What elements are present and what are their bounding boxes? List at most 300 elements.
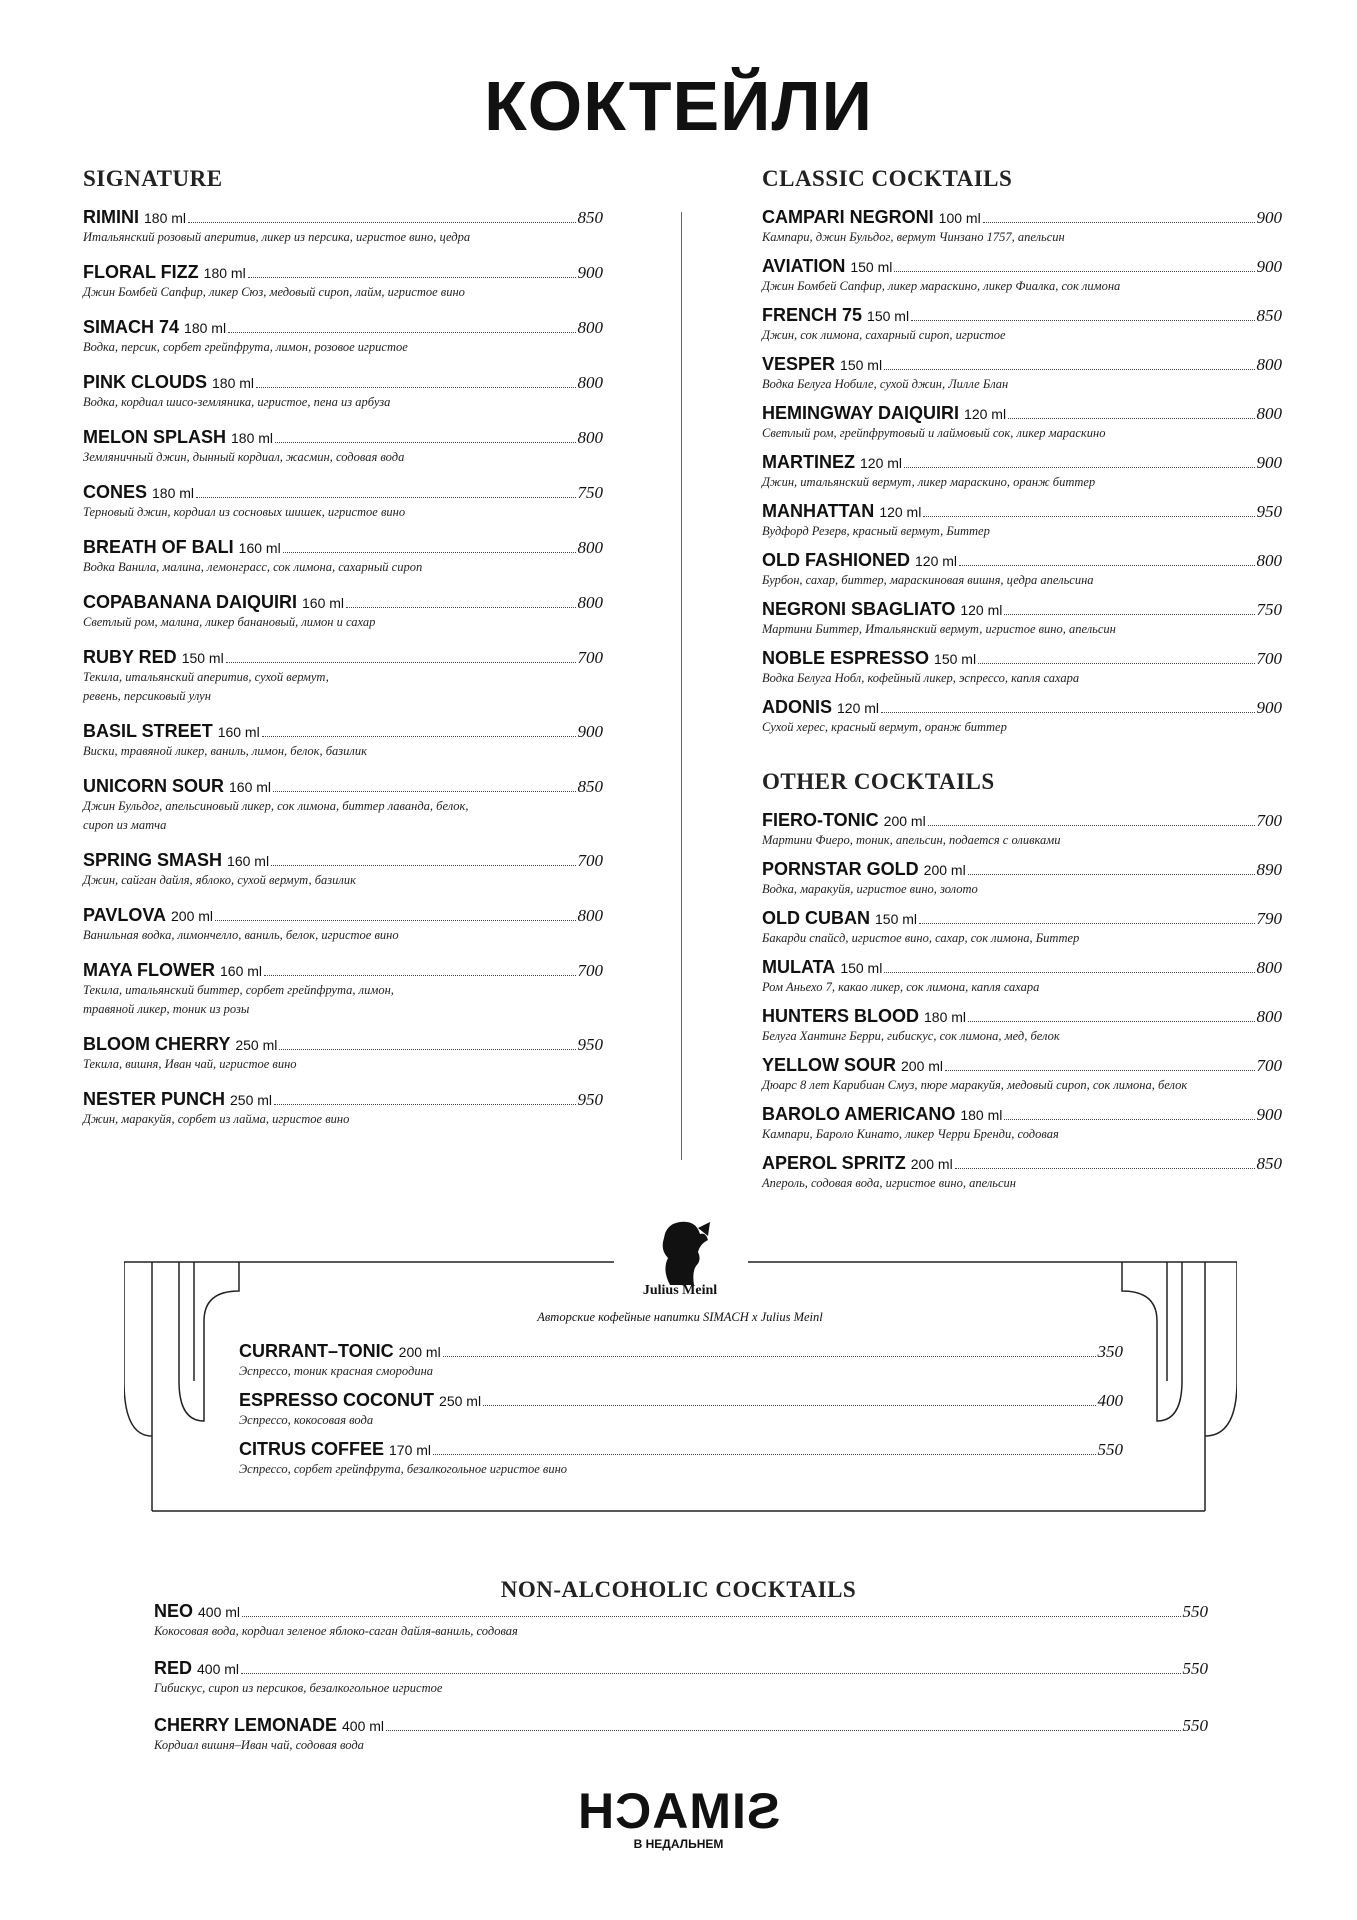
dot-leader (283, 551, 576, 553)
dot-leader (978, 662, 1254, 664)
dot-leader (911, 319, 1254, 321)
dot-leader (881, 711, 1254, 713)
dot-leader (248, 276, 576, 278)
menu-item (83, 1033, 603, 1074)
menu-item-description: Гибискус, сироп из персиков, безалкогольное игристое (154, 1681, 443, 1695)
menu-item-line (762, 956, 1282, 978)
menu-item-line (154, 1600, 1208, 1622)
menu-item (762, 858, 1282, 899)
menu-item-description: Дюарс 8 лет Карибиан Смуз, пюре маракуйя, медовый сироп, сок лимона, белок (762, 1078, 1188, 1092)
menu-item (239, 1389, 1123, 1430)
menu-item-price: 550 (1097, 1440, 1123, 1459)
menu-item-price: 900 (577, 722, 603, 741)
menu-item-description: Водка Белуга Нобл, кофейный ликер, эспрессо, капля сахара (762, 671, 1080, 685)
menu-item-name: MULATA (762, 957, 836, 977)
menu-item-volume: 100 ml (938, 210, 981, 226)
menu-item (83, 371, 603, 412)
menu-item-volume: 400 ml (197, 1661, 240, 1677)
menu-item (239, 1438, 1123, 1479)
menu-item-line (762, 1054, 1282, 1076)
menu-item-price: 700 (577, 961, 603, 980)
menu-item-name: BASIL STREET (83, 721, 213, 741)
menu-item (83, 1088, 603, 1129)
menu-item-price: 890 (1256, 860, 1282, 879)
menu-item-line (83, 316, 603, 338)
menu-item-line (762, 696, 1282, 718)
menu-item-description-line2: сироп из матча (83, 818, 167, 832)
menu-item-price: 900 (1256, 257, 1282, 276)
menu-item-price: 950 (1256, 502, 1282, 521)
dot-leader (1004, 1118, 1254, 1120)
menu-item-line (239, 1340, 1123, 1362)
menu-item-description: Кокосовая вода, кордиал зеленое яблоко-саган дайля-ваниль, содовая (154, 1624, 518, 1638)
menu-item-price: 800 (1256, 958, 1282, 977)
menu-item-volume: 400 ml (342, 1718, 385, 1734)
dot-leader (968, 1020, 1254, 1022)
menu-item-name: ESPRESSO COCONUT (239, 1390, 435, 1410)
menu-item-name: NOBLE ESPRESSO (762, 648, 930, 668)
menu-item-volume: 200 ml (171, 908, 214, 924)
menu-item-description: Кампари, Бароло Кинато, ликер Черри Бренди, содовая (762, 1127, 1059, 1141)
menu-item-name: VESPER (762, 354, 836, 374)
dot-leader (923, 515, 1254, 517)
menu-item-price: 700 (1256, 649, 1282, 668)
menu-item-description: Терновый джин, кордиал из сосновых шишек, игристое вино (83, 505, 406, 519)
menu-item-description: Водка Белуга Нобиле, сухой джин, Лилле Блан (762, 377, 1009, 391)
menu-item-volume: 180 ml (212, 375, 255, 391)
menu-item-description: Эспрессо, кокосовая вода (239, 1413, 374, 1427)
column-divider (681, 212, 682, 1160)
signature-list (83, 206, 603, 1129)
menu-item-price: 800 (1256, 404, 1282, 423)
menu-item-description: Водка, кордиал шисо-земляника, игристое, пена из арбуза (83, 395, 391, 409)
menu-item-name: COPABANANA DAIQUIRI (83, 592, 297, 612)
menu-item-price: 790 (1256, 909, 1282, 928)
dot-leader (884, 368, 1254, 370)
menu-item-line (83, 206, 603, 228)
menu-item-line (154, 1657, 1208, 1679)
menu-item-price: 750 (1256, 600, 1282, 619)
dot-leader (884, 971, 1254, 973)
menu-item-description: Кордиал вишня–Иван чай, содовая вода (154, 1738, 364, 1752)
menu-item (154, 1657, 1208, 1698)
menu-item-price: 550 (1182, 1602, 1208, 1621)
simach-logo-text: SIMACH (576, 1783, 781, 1839)
menu-item-volume: 180 ml (144, 210, 187, 226)
dot-leader (279, 1048, 575, 1050)
menu-item-price: 700 (1256, 1056, 1282, 1075)
menu-item-name: BLOOM CHERRY (83, 1034, 231, 1054)
julius-meinl-boy-icon (640, 1210, 720, 1290)
menu-item (762, 647, 1282, 688)
menu-item-volume: 180 ml (960, 1107, 1003, 1123)
menu-item-price: 900 (1256, 698, 1282, 717)
menu-item-price: 900 (1256, 208, 1282, 227)
menu-item-name: NEO (154, 1601, 194, 1621)
menu-item-line (762, 451, 1282, 473)
menu-item-line (762, 647, 1282, 669)
menu-item-name: UNICORN SOUR (83, 776, 225, 796)
menu-item-description: Белуга Хантинг Берри, гибискус, сок лимона, мед, белок (762, 1029, 1060, 1043)
menu-item-description: Земляничный джин, дынный кордиал, жасмин, содовая вода (83, 450, 405, 464)
menu-item-volume: 250 ml (439, 1393, 482, 1409)
menu-item-price: 800 (577, 373, 603, 392)
menu-item-description: Джин Бомбей Сапфир, ликер Сюз, медовый сироп, лайм, игристое вино (83, 285, 465, 299)
menu-item-description: Джин, итальянский вермут, ликер мараскино, оранж биттер (762, 475, 1096, 489)
menu-item (83, 646, 603, 706)
menu-item-price: 800 (577, 906, 603, 925)
menu-item-line (83, 1088, 603, 1110)
menu-item (762, 1152, 1282, 1193)
menu-item (762, 206, 1282, 247)
dot-leader (271, 864, 575, 866)
coffee-list (239, 1340, 1123, 1487)
dot-leader (274, 1103, 575, 1105)
dot-leader (196, 496, 575, 498)
menu-item-description-line2: ревень, персиковый улун (83, 689, 211, 703)
menu-item (762, 956, 1282, 997)
menu-item-volume: 150 ml (181, 650, 224, 666)
menu-item-volume: 160 ml (302, 595, 345, 611)
coffee-subtitle: Авторские кофейные напитки SIMACH x Julius Meinl (537, 1310, 823, 1324)
dot-leader (433, 1453, 1095, 1455)
menu-item (762, 1005, 1282, 1046)
dot-leader (228, 331, 575, 333)
menu-item-volume: 160 ml (229, 779, 272, 795)
menu-item-volume: 150 ml (934, 651, 977, 667)
dot-leader (483, 1404, 1095, 1406)
menu-item-volume: 120 ml (879, 504, 922, 520)
dot-leader (346, 606, 575, 608)
menu-item-volume: 170 ml (389, 1442, 432, 1458)
menu-item-name: FIERO-TONIC (762, 810, 879, 830)
menu-item-name: BREATH OF BALI (83, 537, 234, 557)
menu-item-line (83, 481, 603, 503)
menu-item-description: Виски, травяной ликер, ваниль, лимон, белок, базилик (83, 744, 367, 758)
menu-item-name: MAYA FLOWER (83, 960, 216, 980)
menu-item-description: Эспрессо, тоник красная смородина (239, 1364, 434, 1378)
menu-item-price: 950 (577, 1035, 603, 1054)
dot-leader (955, 1167, 1255, 1169)
menu-item-name: MARTINEZ (762, 452, 855, 472)
menu-item (83, 959, 603, 1019)
menu-item (83, 904, 603, 945)
menu-item-name: OLD CUBAN (762, 908, 870, 928)
menu-item-description: Мартини Фиеро, тоник, апельсин, подается с оливками (762, 833, 1061, 847)
menu-item (83, 536, 603, 577)
menu-item-name: BAROLO AMERICANO (762, 1104, 956, 1124)
menu-item (83, 206, 603, 247)
menu-item-description: Джин, маракуйя, сорбет из лайма, игристое вино (83, 1112, 350, 1126)
menu-item-description: Джин, сайган дайля, яблоко, сухой вермут, базилик (83, 873, 356, 887)
menu-item-name: OLD FASHIONED (762, 550, 911, 570)
menu-item (762, 1054, 1282, 1095)
menu-item-price: 350 (1097, 1342, 1123, 1361)
menu-item-volume: 120 ml (837, 700, 880, 716)
page-title: КОКТЕЙЛИ (484, 67, 873, 145)
menu-item-description: Текила, итальянский аперитив, сухой вермут, (83, 670, 329, 684)
coffee-brand-name: Julius Meinl (642, 1283, 718, 1298)
menu-item-line (83, 720, 603, 742)
footer-logo (0, 1783, 1357, 1839)
menu-item-description: Эспрессо, сорбет грейпфрута, безалкогольное игристое вино (239, 1462, 568, 1476)
section-title-signature: SIGNATURE (83, 166, 223, 191)
dot-leader (188, 221, 575, 223)
menu-item-price: 850 (577, 208, 603, 227)
menu-item-price: 850 (1256, 306, 1282, 325)
menu-item-name: CAMPARI NEGRONI (762, 207, 934, 227)
classic-list (762, 206, 1282, 737)
dot-leader (241, 1672, 1180, 1674)
menu-item-line (762, 255, 1282, 277)
menu-item (83, 775, 603, 835)
menu-item-name: HEMINGWAY DAIQUIRI (762, 403, 960, 423)
menu-item-line (239, 1389, 1123, 1411)
menu-item-price: 700 (577, 648, 603, 667)
menu-item-line (83, 959, 603, 981)
other-list (762, 809, 1282, 1193)
dot-leader (1004, 613, 1254, 615)
menu-item-description: Кампари, джин Бульдог, вермут Чинзано 1757, апельсин (762, 230, 1065, 244)
menu-item-price: 800 (1256, 551, 1282, 570)
menu-item-name: RUBY RED (83, 647, 177, 667)
menu-item (762, 1103, 1282, 1144)
dot-leader (262, 735, 576, 737)
menu-item-volume: 160 ml (220, 963, 263, 979)
menu-item-volume: 160 ml (238, 540, 281, 556)
menu-item-volume: 250 ml (230, 1092, 273, 1108)
menu-item-price: 800 (577, 428, 603, 447)
menu-item-name: HUNTERS BLOOD (762, 1006, 919, 1026)
julius-meinl-logo (640, 1210, 720, 1290)
menu-item-name: CONES (83, 482, 148, 502)
menu-item-name: RIMINI (83, 207, 139, 227)
dot-leader (242, 1615, 1180, 1617)
menu-item-line (762, 500, 1282, 522)
menu-item (239, 1340, 1123, 1381)
menu-item-name: PORNSTAR GOLD (762, 859, 919, 879)
menu-item-price: 850 (577, 777, 603, 796)
menu-item-volume: 120 ml (960, 602, 1003, 618)
menu-item-name: CHERRY LEMONADE (154, 1715, 338, 1735)
section-title-classic: CLASSIC COCKTAILS (762, 166, 1013, 191)
menu-item (83, 481, 603, 522)
dot-leader (968, 873, 1255, 875)
dot-leader (264, 974, 575, 976)
menu-item-price: 900 (1256, 453, 1282, 472)
menu-item-line (154, 1714, 1208, 1736)
dot-leader (894, 270, 1254, 272)
menu-item-price: 400 (1097, 1391, 1123, 1410)
menu-item-volume: 180 ml (924, 1009, 967, 1025)
menu-item-description: Сухой херес, красный вермут, оранж биттер (762, 720, 1007, 734)
dot-leader (275, 441, 575, 443)
menu-item-price: 550 (1182, 1659, 1208, 1678)
menu-item (83, 261, 603, 302)
menu-item-volume: 200 ml (901, 1058, 944, 1074)
menu-item-line (762, 809, 1282, 831)
menu-item-name: SPRING SMASH (83, 850, 223, 870)
menu-item-line (762, 206, 1282, 228)
menu-item-line (83, 591, 603, 613)
menu-item-line (83, 371, 603, 393)
menu-item-price: 950 (577, 1090, 603, 1109)
menu-item-line (83, 849, 603, 871)
menu-item (762, 598, 1282, 639)
menu-item (83, 426, 603, 467)
menu-item-line (762, 598, 1282, 620)
menu-item-line (83, 261, 603, 283)
menu-item-volume: 250 ml (235, 1037, 278, 1053)
menu-item-price: 750 (577, 483, 603, 502)
menu-item-volume: 180 ml (203, 265, 246, 281)
menu-item-volume: 200 ml (923, 862, 966, 878)
dot-leader (983, 221, 1255, 223)
menu-item-line (83, 775, 603, 797)
menu-item-name: NESTER PUNCH (83, 1089, 226, 1109)
menu-item (762, 907, 1282, 948)
menu-item (762, 402, 1282, 443)
menu-item-description: Итальянский розовый аперитив, ликер из персика, игристое вино, цедра (83, 230, 471, 244)
menu-item (762, 549, 1282, 590)
menu-item-volume: 160 ml (227, 853, 270, 869)
menu-item-line (762, 1103, 1282, 1125)
section-title-other: OTHER COCKTAILS (762, 769, 995, 794)
menu-item-description: Мартини Биттер, Итальянский вермут, игристое вино, апельсин (762, 622, 1116, 636)
menu-item-volume: 160 ml (217, 724, 260, 740)
dot-leader (215, 919, 575, 921)
menu-item-line (762, 1005, 1282, 1027)
menu-item-description: Джин Бульдог, апельсиновый ликер, сок лимона, биттер лаванда, белок, (83, 799, 469, 813)
menu-item-price: 550 (1182, 1716, 1208, 1735)
dot-leader (959, 564, 1254, 566)
menu-item-name: NEGRONI SBAGLIATO (762, 599, 956, 619)
menu-item-line (83, 536, 603, 558)
dot-leader (226, 661, 576, 663)
menu-item-price: 900 (577, 263, 603, 282)
dot-leader (443, 1355, 1096, 1357)
menu-item-name: AVIATION (762, 256, 846, 276)
menu-item-volume: 400 ml (198, 1604, 241, 1620)
menu-item-volume: 200 ml (883, 813, 926, 829)
menu-item-volume: 150 ml (867, 308, 910, 324)
menu-item-price: 850 (1256, 1154, 1282, 1173)
menu-item-line (762, 858, 1282, 880)
menu-item-name: PAVLOVA (83, 905, 167, 925)
menu-item (762, 500, 1282, 541)
menu-item-price: 800 (577, 593, 603, 612)
menu-item-description: Апероль, содовая вода, игристое вино, апельсин (762, 1176, 1016, 1190)
menu-item-price: 700 (1256, 811, 1282, 830)
menu-item-volume: 120 ml (915, 553, 958, 569)
menu-item-price: 800 (1256, 1007, 1282, 1026)
menu-item-description: Водка Ванила, малина, лемонграсс, сок лимона, сахарный сироп (83, 560, 423, 574)
menu-item-name: FRENCH 75 (762, 305, 863, 325)
menu-item-description: Светлый ром, малина, ликер банановый, лимон и сахар (83, 615, 376, 629)
menu-item-price: 800 (1256, 355, 1282, 374)
classic-other-section (762, 164, 1282, 1201)
menu-item-description: Водка, персик, сорбет грейпфрута, лимон, розовое игристое (83, 340, 408, 354)
menu-item-volume: 150 ml (875, 911, 918, 927)
menu-item (83, 720, 603, 761)
menu-item-volume: 180 ml (231, 430, 274, 446)
menu-item-description: Водка, маракуйя, игристое вино, золото (762, 882, 978, 896)
dot-leader (273, 790, 575, 792)
menu-item-line (83, 426, 603, 448)
menu-item (762, 353, 1282, 394)
menu-item-description: Джин Бомбей Сапфир, ликер мараскино, ликер Фиалка, сок лимона (762, 279, 1121, 293)
menu-item (83, 316, 603, 357)
menu-item-line (762, 353, 1282, 375)
menu-item-line (762, 304, 1282, 326)
menu-item-volume: 120 ml (964, 406, 1007, 422)
menu-item-volume: 200 ml (398, 1344, 441, 1360)
dot-leader (386, 1729, 1180, 1731)
menu-item-name: YELLOW SOUR (762, 1055, 896, 1075)
menu-item-line (83, 1033, 603, 1055)
menu-item (762, 809, 1282, 850)
menu-item-volume: 180 ml (184, 320, 227, 336)
menu-item-line (762, 907, 1282, 929)
menu-item-line (762, 549, 1282, 571)
menu-item-description: Бурбон, сахар, биттер, мараскиновая вишня, цедра апельсина (762, 573, 1094, 587)
menu-item (83, 591, 603, 632)
menu-item-name: FLORAL FIZZ (83, 262, 199, 282)
menu-item (762, 304, 1282, 345)
menu-item-price: 800 (577, 538, 603, 557)
menu-item (762, 255, 1282, 296)
menu-item-volume: 150 ml (840, 357, 883, 373)
menu-item-line (762, 402, 1282, 424)
menu-item (762, 696, 1282, 737)
menu-item-name: ADONIS (762, 697, 833, 717)
menu-item-name: SIMACH 74 (83, 317, 180, 337)
menu-item (83, 849, 603, 890)
menu-item-description: Текила, итальянский биттер, сорбет грейпфрута, лимон, (83, 983, 394, 997)
dot-leader (945, 1069, 1254, 1071)
dot-leader (256, 386, 575, 388)
menu-item-line (83, 646, 603, 668)
menu-item-line (762, 1152, 1282, 1174)
menu-item-name: MELON SPLASH (83, 427, 227, 447)
menu-item-description: Ванильная водка, лимончелло, ваниль, белок, игристое вино (83, 928, 399, 942)
menu-item-volume: 180 ml (152, 485, 195, 501)
menu-item-description: Бакарди спайсд, игристое вино, сахар, сок лимона, Биттер (762, 931, 1080, 945)
dot-leader (928, 824, 1255, 826)
menu-item-description: Вудфорд Резерв, красный вермут, Биттер (762, 524, 990, 538)
menu-item-line (239, 1438, 1123, 1460)
menu-item-name: CURRANT–TONIC (239, 1341, 394, 1361)
menu-item-volume: 150 ml (840, 960, 883, 976)
menu-item-price: 900 (1256, 1105, 1282, 1124)
menu-item-volume: 200 ml (910, 1156, 953, 1172)
menu-item-description-line2: травяной ликер, тоник из розы (83, 1002, 250, 1016)
dot-leader (904, 466, 1254, 468)
menu-item-line (83, 904, 603, 926)
menu-item-volume: 150 ml (850, 259, 893, 275)
menu-item-description: Текила, вишня, Иван чай, игристое вино (83, 1057, 297, 1071)
menu-item-volume: 120 ml (860, 455, 903, 471)
signature-section (83, 164, 603, 1143)
dot-leader (1008, 417, 1254, 419)
non-alcoholic-list (154, 1600, 1208, 1771)
menu-item-name: RED (154, 1658, 193, 1678)
menu-item-price: 700 (577, 851, 603, 870)
menu-item-name: MANHATTAN (762, 501, 875, 521)
menu-item-description: Светлый ром, грейпфрутовый и лаймовый сок, ликер мараскино (762, 426, 1106, 440)
footer-subtitle: В НЕДАЛЬНЕМ (633, 1837, 724, 1851)
menu-item-name: APEROL SPRITZ (762, 1153, 906, 1173)
